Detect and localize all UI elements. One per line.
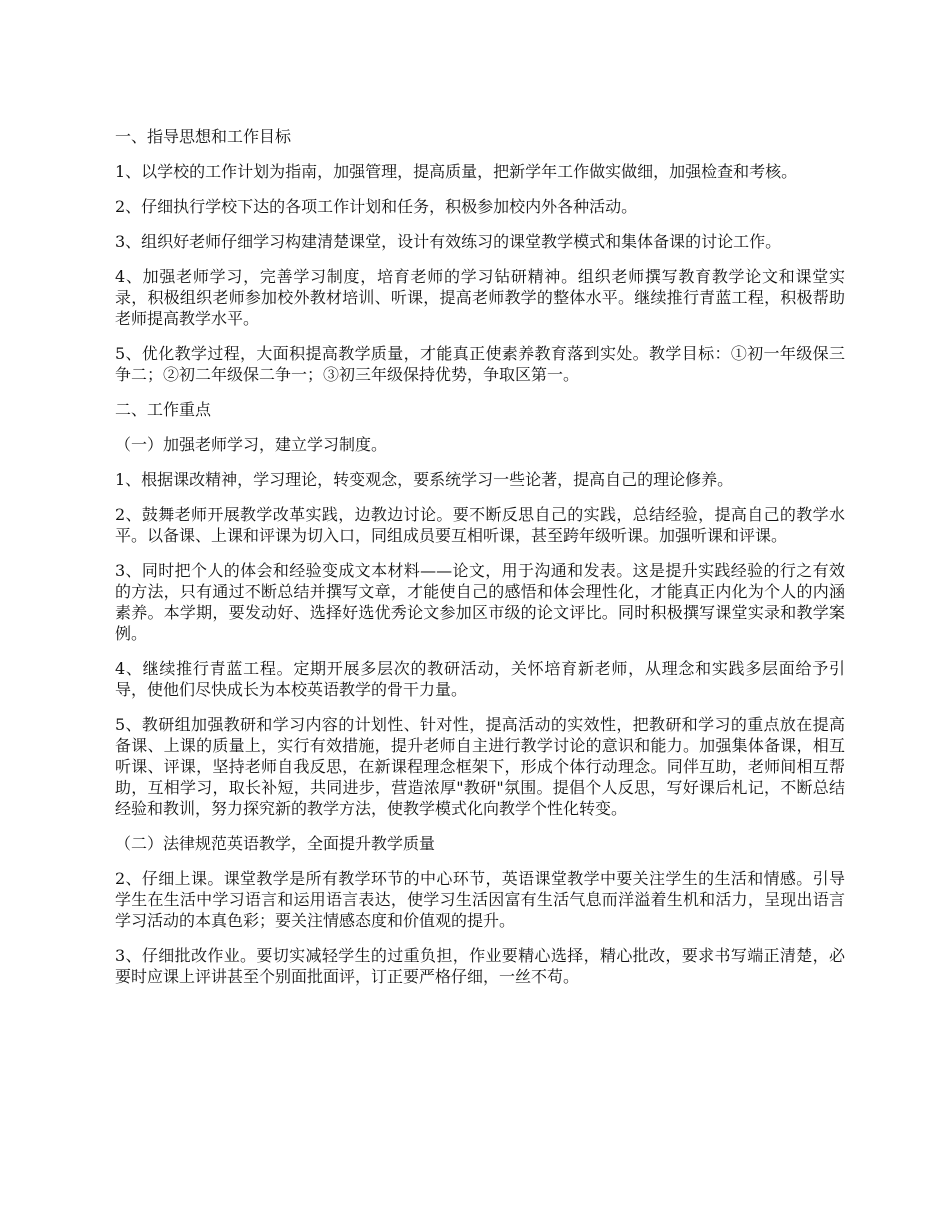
paragraph-study-3: 3、同时把个人的体会和经验变成文本材料——论文，用于沟通和发表。这是提升实践经验的行之有效的方法，只有通过不断总结并撰写文章，才能使自己的感悟和体会理性化，才能真正内化为个人的内涵素养。本学期，要发动好、选择好选优秀论文参加区市级的论文评比。同时积极撰写课堂实录和教学案例。 [115,561,845,643]
paragraph-study-2: 2、鼓舞老师开展教学改革实践，边教边讨论。要不断反思自己的实践，总结经验，提高自己的教学水平。以备课、上课和评课为切入口，同组成员要互相听课，甚至跨年级听课。加强听课和评课。 [115,505,845,545]
section-heading-guiding-ideas: 一、指导思想和工作目标 [115,127,292,146]
paragraph-study-1: 1、根据课改精神，学习理论，转变观念，要系统学习一些论著，提高自己的理论修养。 [115,470,734,489]
paragraph-study-5: 5、教研组加强教研和学习内容的计划性、针对性，提高活动的实效性，把教研和学习的重点放在提高备课、上课的质量上，实行有效措施，提升老师自主进行教学讨论的意识和能力。加强集体备课，相互听课、评课，坚持老师自我反思，在新课程理念框架下，形成个体行动理念。同伴互助，老师间相互帮助，互相学习，取长补短，共同进步，营造浓厚"教研"氛围。提倡个人反思，写好课后札记，不断总结经验和教训，努力探究新的教学方法，使教学模式化向教学个性化转变。 [115,715,845,818]
paragraph-teaching-3: 3、仔细批改作业。要切实减轻学生的过重负担，作业要精心选择，精心批改，要求书写端正清楚，必要时应课上评讲甚至个别面批面评，订正要严格仔细，一丝不苟。 [115,946,845,986]
section-heading-work-focus: 二、工作重点 [115,400,212,419]
subsection-heading-english-teaching: （二）法律规范英语教学，全面提升教学质量 [115,834,436,853]
paragraph-goal-1: 1、以学校的工作计划为指南，加强管理，提高质量，把新学年工作做实做细，加强检查和考核。 [115,162,798,181]
paragraph-goal-3: 3、组织好老师仔细学习构建清楚课堂，设计有效练习的课堂教学模式和集体备课的讨论工作。 [115,232,782,251]
document-body [115,126,845,1001]
paragraph-goal-5: 5、优化教学过程，大面积提高教学质量，才能真正使素养教育落到实处。教学目标：①初一年级保三争二；②初二年级保二争一；③初三年级保持优势，争取区第一。 [115,344,845,384]
paragraph-goal-2: 2、仔细执行学校下达的各项工作计划和任务，积极参加校内外各种活动。 [115,197,638,216]
paragraph-goal-4: 4、加强老师学习，完善学习制度，培育老师的学习钻研精神。组织老师撰写教育教学论文和课堂实录，积极组织老师参加校外教材培训、听课，提高老师教学的整体水平。继续推行青蓝工程，积极帮助老师提高教学水平。 [115,267,845,328]
paragraph-teaching-2: 2、仔细上课。课堂教学是所有教学环节的中心环节，英语课堂教学中要关注学生的生活和情感。引导学生在生活中学习语言和运用语言表达，使学习生活因富有生活气息而洋溢着生机和活力，呈现出语言学习活动的本真色彩；要关注情感态度和价值观的提升。 [115,869,845,930]
paragraph-study-4: 4、继续推行青蓝工程。定期开展多层次的教研活动，关怀培育新老师，从理念和实践多层面给予引导，使他们尽快成长为本校英语教学的骨干力量。 [115,659,845,699]
subsection-heading-teacher-study: （一）加强老师学习，建立学习制度。 [115,435,388,454]
